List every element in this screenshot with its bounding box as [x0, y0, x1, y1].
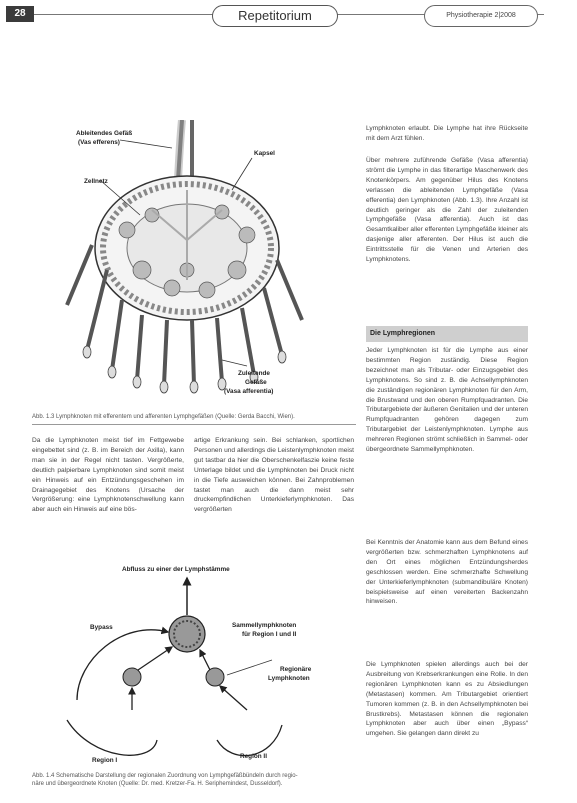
- right-para-5: Die Lymphknoten spielen allerdings auch bei der Ausbreitung von Krebserkrankungen eine Rolle. In den regionären Lymphknoten kann es zu Absiedlungen (Metastasen) kommen. Am Tributargebiet orientiert Tumoren kommen (z. B. in den Achsellymphknoten bei Brustkrebs). Metastasen können die regionalen Lymphknoten aber auch über einen „Bypass“ umgehen. Sie gelangen dann direkt zu: [366, 661, 528, 738]
- caption-divider: [32, 424, 356, 425]
- section-heading: Die Lymphregionen: [366, 326, 528, 342]
- afferent-vessels-latin: (Vasa afferentia): [224, 388, 274, 395]
- regional-node-label-2: Lymphknoten: [268, 675, 310, 682]
- lymph-region-schema: [32, 560, 352, 770]
- figure2-caption-line2: näre und übergeordnete Knoten (Quelle: Dr. med. Kretzer-Fa. H. Seriphemindest, Dusseldorf).: [32, 781, 283, 787]
- body-text-middle: artige Erkrankung sein. Bei schlanken, sportlichen Personen und allerdings die Leistenlymphknoten meist gut tastbar da hier die Oberschenkelfaszie keine feste Unterlage bildet und die Lymphknoten bei Druck nicht in die Tiefe ausweichen können. Bei Zahnproblemen tastet man auch die dann meist sehr druckempfindlichen Unterkieferlymphknoten. Das vergrößerten: [194, 437, 354, 514]
- afferent-vessels-label-1: Zuleitende: [238, 370, 270, 377]
- efferent-vessel-latin: (Vas efferens): [78, 139, 120, 146]
- body-text-left: Da die Lymphknoten meist tief im Fettgewebe eingebettet sind (z. B. im Bereich der Axilla), kann man sie in der Regel nicht tasten. Vergrößerte, deutlich palpierbare Lymphknoten sind somit meist ein Hinweis auf ein Entzündungsgeschehen im Drainagegebiet des Knotens (Ursache der Vergrößerung: eine Lymphknotenschwellung kann aber auch ein Hinweis auf eine bös-: [32, 437, 184, 514]
- regional-node-label-1: Regionäre: [280, 666, 312, 673]
- efferent-vessel-label: Ableitendes Gefäß: [76, 130, 133, 137]
- drainage-label: Abfluss zu einer der Lymphstämme: [122, 566, 230, 573]
- right-para-1: Lymphknoten erlaubt. Die Lymphe hat ihre Rückseite mit dem Arzt fühlen.: [366, 125, 528, 142]
- right-para-3: Jeder Lymphknoten ist für die Lymphe aus einer bestimmten Region zuständig. Diese Region bezeichnet man als Tributar- oder Einzugsgebiet des Lymphknotens. So sind z. B. die Achsellymphknoten die zuständigen regionären Lymphknoten für den Arm, die Brustwand und den oberen Rumpfquadranten. Die Tributargebiete der äußeren Genitalien und der unteren Rumpfquadranten gehören dagegen zum Tributargebiet der Leistenlymphknoten. Lymphe aus mehreren Regionen strömt schließlich in Sammel- oder übergeordnete Sammellymphknoten.: [366, 347, 528, 454]
- lymph-node-drawing: [32, 120, 352, 410]
- bypass-label: Bypass: [90, 624, 113, 631]
- right-para-4: Bei Kenntnis der Anatomie kann aus dem Befund eines vergrößerten bzw. schmerzhaften Lymphknotens auf den Ort eines möglichen Entzündungsherdes geschlossen werden. Eine schmerzhafte Schwellung der Unterkieferlymphknoten (submandibuläre Knoten) beispielsweise auf einen vereiterten Backenzahn hinweisen.: [366, 539, 528, 606]
- region-2-label: Region II: [240, 753, 267, 760]
- capsule-label: Kapsel: [254, 150, 275, 157]
- collector-node-label-2: für Region I und II: [242, 631, 297, 638]
- figure1-caption: Abb. 1.3 Lymphknoten mit efferentem und afferenten Lymphgefäßen (Quelle: Gerda Bacchi, Wien).: [32, 414, 295, 420]
- right-para-2: Über mehrere zuführende Gefäße (Vasa afferentia) strömt die Lymphe in das filterartige Maschenwerk des Knotenkörpers. Am gegenüber Hilus des Knotens verlassen die ableitenden Lymphgefäße (Vasa efferentia) den Lymphknoten (Abb. 1.3). Ihre Anzahl ist deutlich geringer als die Zahl der zuleitenden Lymphgefäße (Vasa afferentia). Auch ist das Gesamtkaliber aller efferenten Lymphgefäße kleiner als dasjenige aller afferenten. Der Hilus ist auch die Eintrittsstelle für die Venen und Arterien des Lymphknotens.: [366, 157, 528, 264]
- page-header: [0, 0, 577, 30]
- figure2-caption-line1: Abb. 1.4 Schematische Darstellung der regionalen Zuordnung von Lymphgefäßbündeln durch regio-: [32, 773, 298, 779]
- lymph-node-figure: [32, 120, 352, 410]
- schema-drawing: [32, 560, 352, 770]
- page-number: 28: [6, 6, 34, 22]
- cell-net-label: Zellnetz: [84, 178, 108, 185]
- journal-label: Physiotherapie 2|2008: [424, 5, 538, 27]
- section-title: Repetitorium: [212, 5, 338, 27]
- region-1-label: Region I: [92, 757, 118, 764]
- collector-node-label-1: Sammellymphknoten: [232, 622, 297, 629]
- afferent-vessels-label-2: Gefäße: [245, 379, 267, 386]
